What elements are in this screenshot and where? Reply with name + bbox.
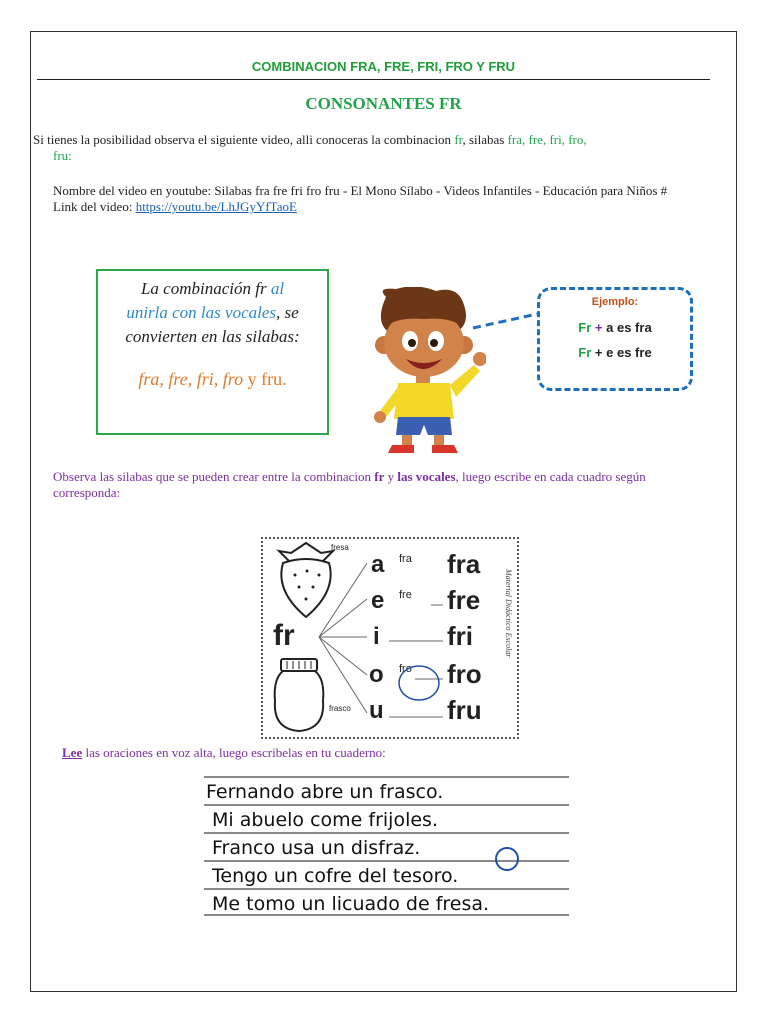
rule-fru: fru <box>261 369 283 389</box>
rule-syllables: fra, fre, fri, fro <box>138 369 244 389</box>
cursor-circle-marker <box>492 844 522 874</box>
section-title: CONSONANTES FR <box>305 94 462 113</box>
sentence-5: Me tomo un licuado de fresa. <box>204 888 569 916</box>
example-row-2 <box>540 345 690 360</box>
example-fr-1: Fr <box>578 320 592 335</box>
worksheet-page <box>30 31 737 992</box>
instruction-paragraph <box>53 469 713 501</box>
instruction-y: y <box>384 469 398 484</box>
example-plus-1: + <box>594 320 603 335</box>
example-rest-2: e es fre <box>606 345 652 360</box>
video-link-label: Link del video: <box>53 199 136 214</box>
instruction-vocales: las vocales <box>397 469 456 484</box>
syllable-fri: fri <box>447 621 473 651</box>
rule-line1-al: al <box>270 279 285 298</box>
sentence-1: Fernando abre un frasco. <box>204 776 569 804</box>
intro-text-b: , silabas <box>462 132 508 147</box>
rule-line2-b: , se <box>276 303 299 322</box>
rule-line2: unirla con las vocales <box>126 303 276 322</box>
example-fr-2: Fr <box>578 345 592 360</box>
syllable-fra: fra <box>447 549 481 579</box>
vowel-o: o <box>369 661 384 688</box>
instruction-text-b: , luego escribe en cada cuadro según corresponda: <box>53 469 646 500</box>
sentence-3: Franco usa un disfraz. <box>204 832 569 860</box>
header-divider <box>37 79 710 80</box>
instruction-fr: fr <box>374 469 385 484</box>
reading-text: las oraciones en voz alta, luego escribelas en tu cuaderno: <box>82 745 386 760</box>
intro-syllables: fra, fre, fri, fro, <box>507 132 587 147</box>
instruction-text: Observa las silabas que se pueden crear entre la combinacion <box>53 469 375 484</box>
sentence-list <box>204 776 569 916</box>
rule-line1: La combinación fr <box>140 279 271 298</box>
fr-label: fr <box>273 619 295 652</box>
syllable-fro: fro <box>447 659 482 689</box>
rule-line3: convierten en las silabas: <box>125 327 300 346</box>
syllable-fre: fre <box>447 585 481 615</box>
fresa-label: fresa <box>331 543 349 552</box>
video-name: Nombre del video en youtube: Silabas fra fre fri fro fru - El Mono Sílabo - Videos Infantiles - Educación para Niños # <box>53 183 668 198</box>
vowel-a: a <box>371 551 385 578</box>
written-fre: fre <box>399 589 412 601</box>
syllable-worksheet <box>261 537 519 739</box>
intro-fr: fr <box>454 132 463 147</box>
example-row-1 <box>540 320 690 335</box>
arrow-lines <box>387 549 447 729</box>
boy-illustration <box>366 287 486 457</box>
example-title: Ejemplo: <box>591 296 639 308</box>
example-plus-2: + <box>594 345 603 360</box>
intro-syllables-2: fru: <box>53 148 72 163</box>
bubble-tail <box>471 312 541 332</box>
written-fra: fra <box>399 553 412 565</box>
rule-period: . <box>282 369 287 389</box>
intro-paragraph <box>33 132 713 164</box>
worksheet-watermark: Material Didáctico Escolar <box>504 569 513 658</box>
sentence-4: Tengo un cofre del tesoro. <box>204 860 569 888</box>
rule-box <box>96 269 329 435</box>
written-fro: fro <box>399 663 412 675</box>
vowel-i: i <box>373 623 380 650</box>
reading-lee: Lee <box>62 745 83 760</box>
syllable-fru: fru <box>447 695 482 725</box>
intro-text: Si tienes la posibilidad observa el siguiente video, alli conoceras la combinacion <box>33 132 455 147</box>
page-header-title: COMBINACION FRA, FRE, FRI, FRO Y FRU <box>251 59 516 74</box>
video-info <box>53 183 703 215</box>
example-bubble <box>537 287 693 391</box>
vowel-u: u <box>369 697 384 724</box>
example-rest-1: a es fra <box>606 320 652 335</box>
reading-instruction <box>62 745 386 761</box>
vowel-e: e <box>371 587 385 614</box>
sentence-2: Mi abuelo come frijoles. <box>204 804 569 832</box>
video-link[interactable]: https://youtu.be/LhJGyYfTaoE <box>135 199 297 214</box>
rule-y: y <box>243 369 262 389</box>
frasco-label: frasco <box>329 704 351 713</box>
